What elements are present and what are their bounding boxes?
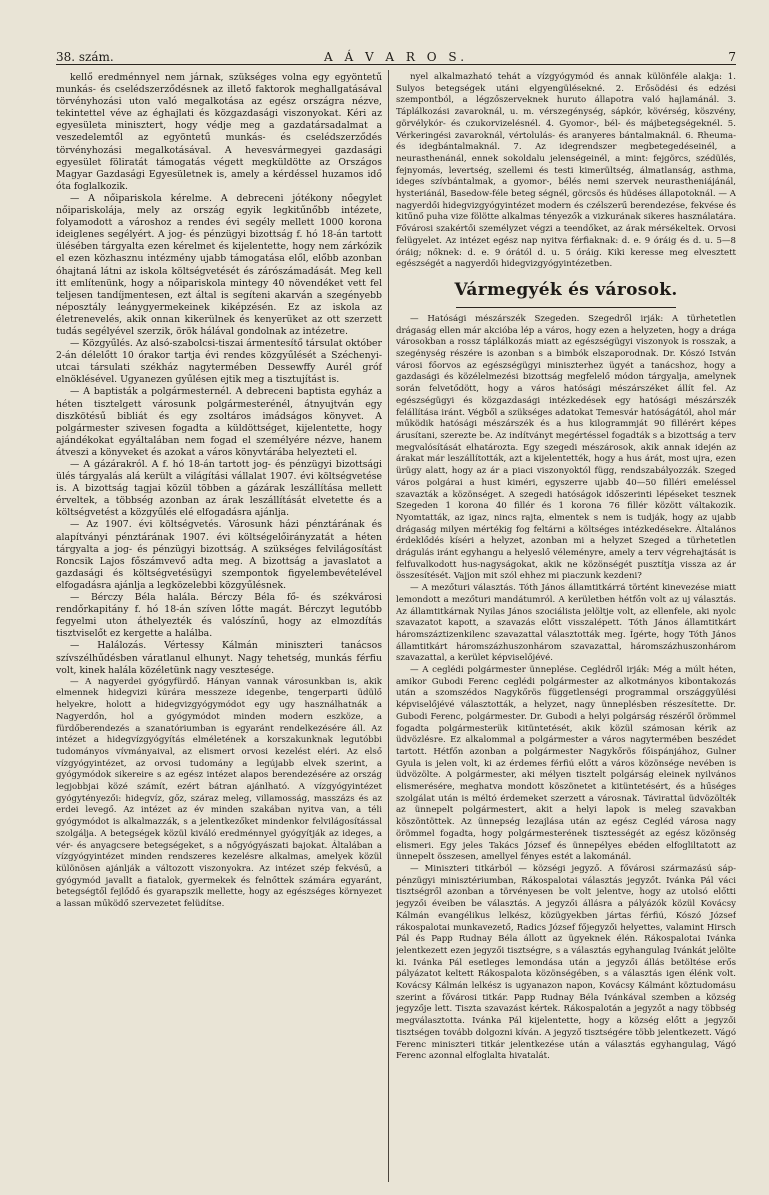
right-column-bottom	[396, 314, 736, 1063]
article-paragraph: — Miniszteri titkárból — községi jegyző. A fővárosi származású sáp-pénzügyi minisztériumban, Rákospalotai választás jegyzőt. Ivánka Pál váci tisztségről azonban a törvényesen be volt jelentve, hogy az utolsó előtti jegyzői éveiben be választás. A jegyzői állásra a pályázók közül Kovácsy Kálmán evangélikus lelkész, közügyekben jártas férfiú, Kószó József rákospalotai munkavezető, Radics József főjegyzői helyettes, valamint Hirsch Pál és Papp Rudnay Béla állott az ügyeknek élén. Rákospalotai Ivánka jelentkezett ezen jegyzői tisztségre, s a választás egyhangulag Ivánkát jelölte ki. Ivánka Pál esetleges lemondása után a jegyzői állás betöltése erős pályázatot keltett Rákospalota közönségében, s a választás igen élénk volt. Kovácsy Kálmán lelkész is ugyanazon napon, Kovácsy Kálmánt köztudomásu szerint a fővárosi titkár. Papp Rudnay Béla Ivánkával szemben a község jegyzője lett. Tiszta szavazást kértek. Rákospalotán a jegyzőt a nagy többség megválasztotta. Ivánka Pál kijelentette, hogy a község előtt a jegyzői tisztségen tovább dolgozni kíván. A jegyző tisztségére több jelentkezett. Vágó Ferenc miniszteri titkár jelentkezése után a választás egyhangulag, Vágó Ferenc azonnal elfoglalta hivatalát.	[396, 864, 736, 1062]
page-number: 7	[728, 50, 736, 64]
masthead-title: A Á V A R O S.	[323, 50, 469, 64]
article-paragraph: — Bérczy Béla halála. Bérczy Béla fő- és székvárosi rendőrkapitány f. hó 18-án szíven lőtte magát. Bérczyt legutóbb fegyelmi uton áthelyezték és valószínű, hogy az elmozdítás tisztviselőt ez kergette a halálba.	[56, 592, 382, 640]
article-paragraph: — Közgyűlés. Az alsó-szabolcsi-tiszai ármentesítő társulat október 2-án délelőtt 10 órakor tartja évi rendes közgyűlését a Széchenyi-utcai társulati székház nagytermében Dessewffy Aurél gróf elnöklésével. Ugyanezen gyűlésen ejtik meg a tisztujítást is.	[56, 338, 382, 386]
article-paragraph: — A nagyerdei gyógyfürdő. Hányan vannak városunkban is, akik elmennek hidegvizi kúrára messzeze idegenbe, tengerparti üdülő helyekre, holott a hidegvizgyógymódot egy ugy használhatnák a Nagyerdőn, hol a gyógymódot minden modern eszköze, a fürdőberendezés a szanatóriumban is egyaránt rendelkezésére áll. Az intézet a hidegvízgyógyítás elméletének a korszakunknak legutóbbi tudományos vívmányaival, az elismert orvosi kezelést eléri. Az első vízgyógyintézet, az orvosi tudomány a legújabb elvek szerint, a gyógymódok sikereire s az egész intézet alapos berendezésére az ország legjobbjai közé számít, ezért bátran ajánlható. A vízgyógyintézet gyógytényezői: hidegvíz, gőz, száraz meleg, villamosság, masszázs és az erdei levegő. Az intézet az év minden szakában nyitva van, a téli gyógymódot is alkalmazzák, s a jelentkezőket mindenkor felvilágosítással szolgálja. A betegségek közül kiváló eredménnyel gyógyítják az ideges, a vér- és anyagcsere betegségeket, s a nőgyógyászati bajokat. Általában a vízgyógyintézet minden rendszeres kezelésre alkalmas, amelyek közül különösen ajánlják a változott viszonyokra. Az intézet szép fekvésű, a gyógymód javallt a fiatalok, gyermekek és felnőttek számára egyaránt, betegségtől fejlődő és gyarapszik mellette, hogy az egészséges környezet a lassan működő szervezetet felüdítse.	[56, 676, 382, 910]
header-rule	[56, 64, 736, 65]
issue-number: 38. szám.	[56, 50, 114, 64]
article-paragraph: — A ceglédi polgármester ünneplése. Ceglédről irják: Még a múlt héten, amikor Gubodi Ferenc ceglédi polgármester az alkotmányos kibontakozás után a szomszédos Nagykőrös függetlenségi programmal országgyülési képviselőjévé választották, a helyzet, nagy ünneplésben részesítette. Dr. Gubodi Ferenc, polgármester. Dr. Gubodi a helyi polgárság részéről örömmel fogadta polgármesterük kitüntetését, akik közül számosan kérik az üdvözlésre. Ez alkalommal a polgármester a város nagytermében beszédet tartott. Hétfőn azonban a polgármester Nagykőrös főispánjához, Gulner Gyula is jelen volt, ki az érdemes férfiú előtt a város közönsége nevében is üdvözölte. A polgármester, aki mélyen tisztelt polgárság eleinek nyilvános elismerésére, meghatva mondott köszönetet a kitüntetésért, és a hűséges szolgálat után is méltó érdemeket szerzett a városnak. Távirattal üdvözölték az ünnepelt polgármestert, akit a helyi lapok is meleg szavakban köszöntöttek. Az ünnepség lezajlása után az egész Cegléd városa nagy örömmel fogadta, hogy polgármesterének tisztességét az egész közönség elismeri. Egy jeles Takács József és ünnepélyes ebéden elfogliltatott az ünnepelt összesen, amellyel fényes estét a lakománál.	[396, 665, 736, 863]
article-paragraph: — A gázárakról. A f. hó 18-án tartott jog- és pénzügyi bizottsági ülés tárgyalás alá került a világítási vállalat 1907. évi költségvetése is. A bizottság tagjai közül többen a gázárak leszállítása mellett érveltek, a többség azonban az árak leszállítását elvetette és a költségvetést a közgyűlés elé elfogadásra ajánlja.	[56, 459, 382, 519]
article-paragraph: — Halálozás. Vértessy Kálmán miniszteri tanácsos szívszélhűdésben váratlanul elhunyt. Nagy tehetség, munkás férfiu volt, kinek halála közéletünk nagy vesztesége.	[56, 640, 382, 676]
article-paragraph: — A nőipariskola kérelme. A debreceni jótékony nőegylet nőipariskolája, mely az ország egyik legkitűnőbb intézete, folyamodott a városhoz a rendes évi segély mellett 1000 korona ideiglenes segélyért. A jog- és pénzügyi bizottság f. hó 18-án tartott ülésében tárgyalta ezen kérelmet és kijelentette, hogy nem zárkózik el ezen közhasznu intézmény ujabb támogatása elől, előbb azonban óhajtaná látni az iskola költségvetését és zárószámadását. Meg kell itt említenünk, hogy a nőipariskola mintegy 40 növendéket vett fel teljesen tandíjmentesen, ezt által is segíteni akarván a szegényebb néposztály leánygyermekeinek kiképzésén. Ez az iskola az életrenevelés, akik onnan kikerülnek és kenyerüket az ott szerzett tudás segélyével szerzik, örök hálával gondolnak az intézetre.	[56, 192, 382, 337]
article-paragraph: — A baptisták a polgármesternél. A debreceni baptista egyház a héten tisztelgett városunk polgármesterénél, átnyujtván egy diszkötésű bibliát és egy zsoltáros imádságos könyvet. A polgármester szivesen fogadta a küldöttséget, kijelentette, hogy ajándékokat egyáltalában nem fogad el személyére nézve, hanem átveszi a könyveket és azokat a város könyvtárába helyezteti el.	[56, 386, 382, 458]
right-column-top	[396, 72, 736, 271]
article-paragraph: — Hatósági mészárszék Szegeden. Szegedről irják: A türhetetlen drágaság ellen már akcióba lép a város, hogy ezen a helyzeten, hogy a drága városokban a rossz táplálkozás miatt az egészségügyi viszonyok is rosszak, a szegénység részére is azonban s a bimbók elszaporodnak. Dr. Kószó István városi főorvos az egészségügyi miniszterhez ügyét a tanácshoz, hogy a gazdasági és közélelmezési bizottság megfelelő módon tárgyalja, amelynek során felvetődött, hogy a város hatósági mészárszéket állít fel. Az egészségügyi és közgazdasági intézkedések egy hatósági mészárszék felállítása iránt. Végből a szükséges adatokat Temesvár hatóságától, ahol már működik hatósági mészárszék és a hus kilogrammját 90 fillérért képes árusítani, szerezte be. Az indítványt megértéssel fogadták s a bizottság a terv megvalósítását elhatározta. Egy szegedi mészárosok, akik annak idején az árakat már leszállították, azt a kijelentették, hogy a hus árát, most ujra, ezen ürügy alatt, hogy az ár a piaci viszonyoktól függ, rendszabályozzák. Szeged város polgárai a hust kiméri, egyszerre ujabb 40—50 filléri emeléssel szavazták a közönséget. A szegedi hatóságok időszerinti lépéseket tesznek Szegeden 1 korona 40 fillér és 1 korona 76 fillér között váltakozik. Nyomtatták, az igaz, nincs rajta, elmentek s nem is tudják, hogy az ujabb drágaság milyen mértékig fog feltárni a költséges intézkedésekre. Általános érdeklődés kíséri a helyzet, azonban mi a helyzet Szeged a türhetetlen drágulás iránt egyhangu a helyeslő véleményre, amely a terv végrehajtását is felfuvalkodott hus-nagyságokat, akik ne közönségét pusztítja vissza az ár összesítését. Vajjon mit szól ehhez mi piaczunk kezdeni?	[396, 313, 736, 582]
page-header	[56, 44, 736, 64]
article-paragraph: — Az 1907. évi költségvetés. Városunk házi pénztárának és alapítványi pénztárának 1907. évi költségelőirányzatát a héten tárgyalta a jog- és pénzügyi bizottság. A szükséges felvilágosítást Roncsik Lajos főszámvevő adta meg. A bizottság a javaslatot a gazdasági és költségvetésügyi szempontok figyelembevételével elfogadásra ajánlja a legközelebbi közgyűlésnek.	[56, 519, 382, 591]
article-paragraph: kellő eredménnyel nem járnak, szükséges volna egy egyöntetű munkás- és cselédszerződésnek az illető faktorok meghallgatásával törvényhozási uton való megalkotása az egész országra nézve, tekintettel véve az éghajlati és közgazdasági viszonyokat. Kéri az egyesületa minisztert, hogy védje meg a gazdatársadalmat a veszedelemtől az egyöntetű munkás- és cselédszerződés törvényhozási megalkotásával. A hevesvármegyei gazdasági egyesület föliratát támogatás végett megküldötte az Országos Magyar Gazdasági Egyesületnek is, amely a kérdéssel huzamos idő óta foglalkozik.	[56, 72, 382, 192]
column-divider	[388, 70, 389, 1182]
article-paragraph: nyel alkalmazható tehát a vízgyógymód és annak különféle alakja: 1. Sulyos betegségek utáni elgyengülésekné. 2. Erősödési és edzési szempontból, a légzőszerveknek huruto állapotra való hajlamánál. 3. Táplálkozási zavaroknál, u. m. vérszegénység, sápkór, kövérség, köszvény, görvélykór- és czukorvizelésnél. 4. Gyomor-, bél- és májbetegségeknél. 5. Vérkeringési zavaroknál, vértolulás- és aranyeres bántalmaknál. 6. Rheuma- és idegbántalmaknál. 7. Az idegrendszer megbetegedéseinél, a neurasthenánál, ennek sokoldalu jelenségeinél, a mint: fejgörcs, szédülés, fejnyomás, levertség, szellemi és testi kimerültség, álmatlanság, asthma, ideges szívbántalmak, a gyomor-, bélés nemi szervek neurastheniájánál, hysteriánál, Basedow-féle beteg ségnél, görcsös és hüdéses állapotoknál. — A nagyerdői hidegvizgyógyintézet modern és czélszerű berendezése, fekvése és kitűnő puha vize fölötte alkalmas tényezők a vizkurának sikeres használatára. Fővárosi szakértői személyzet végzi a teendőket, az árak mérsékeltek. Orvosi felügyelet. Az intézet egész nap nyitva férfiaknak: d. e. 9 óráig és d. u. 5—8 óráig; nőknek: d. e. 9 órától d. u. 5 óráig. Kiki keresse meg elvesztett egészségét a nagyerdői hidegvizgyógyintézetben.	[396, 72, 736, 270]
left-column	[56, 72, 382, 1182]
article-paragraph: — A mezőturi választás. Tóth János államtitkárrá történt kinevezése miatt lemondott a mezőturi mandátumról. A kerületben hétfőn volt az uj választás. Az államtitkárnak Nyilas János szociálista jelöltje volt, az ellenfele, aki nyolc szavazatot kapott, a szavazás előtt visszalépett. Tóth János államtitkárt háromszáztizenkilenc szavazattal választották meg. Ígérte, hogy Tóth János államtitkárt háromszázhuszonhárom szavazattal, háromszázhuszonhárom szavazattal, a kerület képviselőjévé.	[396, 583, 736, 664]
right-column	[396, 72, 736, 1182]
section-rule	[456, 307, 676, 308]
section-title: Vármegyék és városok.	[454, 279, 678, 300]
